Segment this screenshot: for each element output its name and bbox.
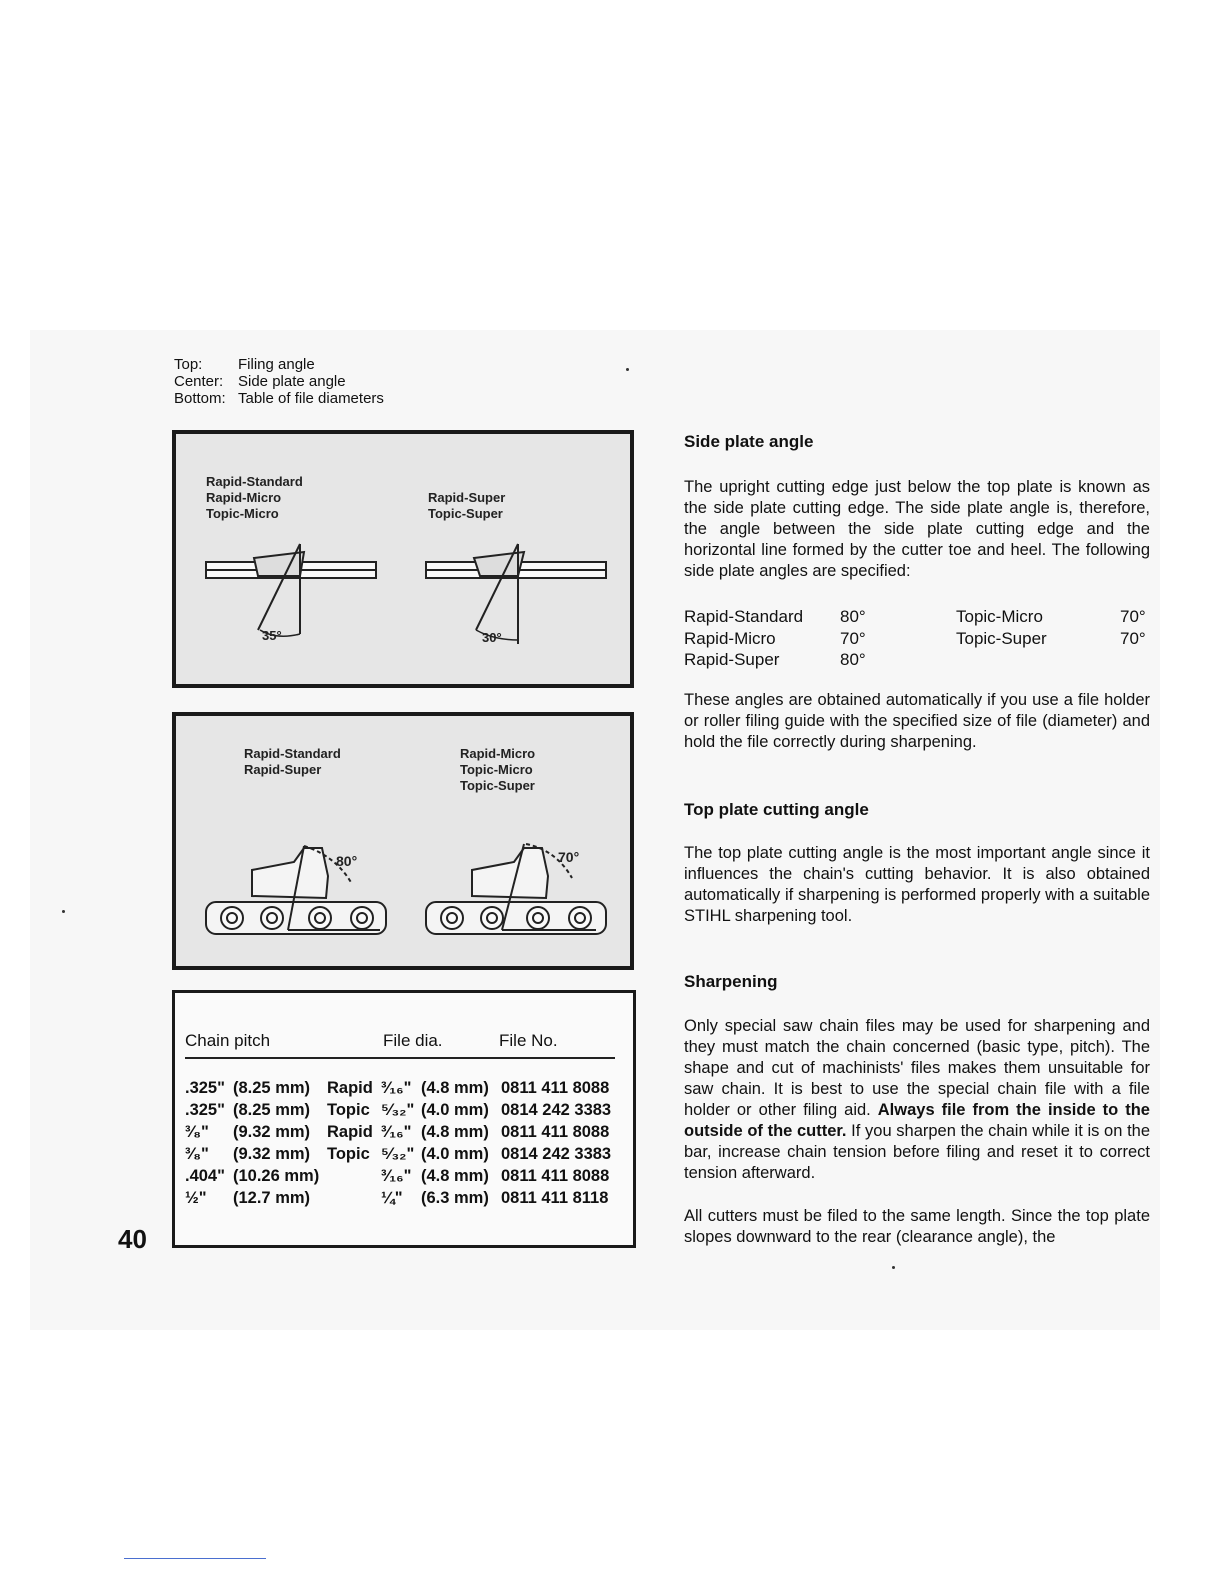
cell-pitch: ½"	[185, 1189, 207, 1207]
side-plate-note-text: These angles are obtained automatically if you use a file holder or roller filing guide with the specified size of file (diameter) and hold the file correctly during sharpening.	[684, 691, 1150, 751]
chain-type-label: Rapid-Standard	[206, 474, 303, 489]
sharpening-text-2: All cutters must be filed to the same length. Since the top plate slopes downward to the rear (clearance angle), the	[684, 1207, 1150, 1246]
chain-name: Topic-Micro	[956, 607, 1043, 626]
angle-value: 80°	[840, 650, 866, 669]
side-plate-intro	[684, 477, 1150, 582]
chain-type-label: Topic-Super	[428, 506, 503, 521]
cell-pitch: ³⁄₈"	[185, 1123, 209, 1141]
angle-value: 70°	[1120, 628, 1146, 648]
angle-row	[684, 606, 1150, 628]
caption-row	[174, 356, 384, 373]
cell-file-no: 0811 411 8088	[501, 1123, 610, 1141]
cell-pitch: .325"	[185, 1101, 225, 1119]
figure-captions	[174, 356, 384, 407]
cell-file-no: 0811 411 8118	[501, 1189, 609, 1207]
footer-rule	[124, 1558, 266, 1559]
cell-type: Topic	[327, 1101, 370, 1119]
cell-pitch-mm: (9.32 mm)	[233, 1145, 311, 1163]
right-chain-labels	[460, 746, 535, 794]
chain-name: Rapid-Standard	[684, 607, 804, 626]
cell-dia: ¼"	[381, 1189, 403, 1207]
page-number: 40	[118, 1224, 147, 1254]
cell-dia-mm: (4.0 mm)	[421, 1101, 489, 1119]
angle-row	[684, 628, 1150, 650]
table-row	[185, 1077, 625, 1099]
caption-row	[174, 390, 384, 407]
cell-file-no: 0814 242 3383	[501, 1145, 612, 1163]
caption-value: Side plate angle	[238, 373, 346, 390]
chain-name: Rapid-Super	[684, 650, 780, 669]
chain-type-label: Topic-Micro	[206, 506, 279, 521]
right-side-plate-angle-label: 70°	[558, 849, 580, 865]
table-row	[185, 1187, 625, 1209]
filing-angle-figure	[172, 430, 634, 688]
chain-name: Topic-Super	[956, 628, 1047, 648]
cell-dia-mm: (4.8 mm)	[421, 1167, 489, 1185]
column-header-pitch: Chain pitch	[185, 1031, 271, 1050]
chain-type-label: Topic-Micro	[460, 762, 533, 777]
top-plate-heading: Top plate cutting angle	[684, 800, 869, 819]
sharpening-text	[684, 1016, 1150, 1184]
column-header-file-dia: File dia.	[383, 1031, 443, 1050]
caption-key: Center:	[174, 373, 224, 390]
right-chain-labels	[428, 490, 505, 522]
cell-file-no: 0811 411 8088	[501, 1167, 610, 1185]
side-plate-heading: Side plate angle	[684, 432, 814, 451]
chain-type-label: Rapid-Micro	[460, 746, 536, 761]
angle-value: 80°	[840, 607, 866, 626]
sharpening-heading: Sharpening	[684, 972, 778, 991]
cell-dia-mm: (6.3 mm)	[421, 1189, 489, 1207]
left-filing-angle-label: 35°	[262, 628, 282, 643]
chain-name: Rapid-Micro	[684, 628, 776, 648]
column-header-file-no: File No.	[499, 1031, 558, 1050]
angle-value: 70°	[1120, 607, 1146, 626]
side-plate-intro-text: The upright cutting edge just below the top plate is known as the side plate cutting edge. The side plate angle is, therefore, the angle between the side plate cutting edge and the horizontal line formed by the cutter toe and heel. The following side plate angles are specified:	[684, 478, 1150, 580]
cell-type: Topic	[327, 1145, 370, 1163]
chain-type-label: Rapid-Super	[244, 762, 322, 777]
cell-file-no: 0814 242 3383	[501, 1101, 612, 1119]
cell-dia-mm: (4.8 mm)	[421, 1123, 489, 1141]
table-row	[185, 1121, 625, 1143]
cell-pitch: .325"	[185, 1079, 225, 1097]
table-row	[185, 1099, 625, 1121]
caption-row	[174, 373, 384, 390]
sharpening-body-2	[684, 1206, 1150, 1248]
cell-dia: ³⁄₁₆"	[381, 1123, 412, 1141]
cell-dia: ⁵⁄₃₂"	[381, 1145, 415, 1163]
caption-key: Top:	[174, 356, 203, 373]
filing-angle-illustration	[176, 434, 630, 684]
scan-speck	[626, 368, 629, 371]
angle-value: 70°	[840, 628, 866, 648]
cell-dia: ⁵⁄₃₂"	[381, 1101, 415, 1119]
cell-dia-mm: (4.8 mm)	[421, 1079, 489, 1097]
side-plate-angle-list	[684, 606, 1150, 671]
top-plate-body	[684, 843, 1150, 927]
table-header	[185, 1031, 615, 1059]
sharpening-text-a: Only special saw chain files may be used for sharpening and they must match the chain concerned (basic type, pitch). The shape and cut of machinists' files makes them unsuitable for saw chain. It is best to use the special chain file with a file holder or other filing aid.	[684, 1017, 1150, 1119]
cell-dia: ³⁄₁₆"	[381, 1167, 412, 1185]
side-plate-note	[684, 690, 1150, 753]
caption-value: Table of file diameters	[238, 390, 384, 407]
table-row	[185, 1143, 625, 1165]
chain-type-label: Rapid-Standard	[244, 746, 341, 761]
sharpening-body	[684, 1016, 1150, 1184]
scan-speck	[892, 1266, 895, 1269]
cell-type: Rapid	[327, 1123, 373, 1141]
scan-speck	[62, 910, 65, 913]
cell-dia: ³⁄₁₆"	[381, 1079, 412, 1097]
cell-pitch-mm: (10.26 mm)	[233, 1167, 320, 1185]
right-filing-angle-label: 30°	[482, 630, 502, 645]
sharpening-warning: Always file from the inside to the outside of the cutter.	[684, 1101, 1150, 1140]
chain-type-label: Rapid-Micro	[206, 490, 282, 505]
table-body	[185, 1077, 625, 1209]
top-plate-text: The top plate cutting angle is the most important angle since it influences the chain's cutting behavior. It is also obtained automatically if sharpening is performed properly with a suitable STIHL sharpening tool.	[684, 844, 1150, 925]
cell-pitch: .404"	[185, 1167, 225, 1185]
angle-row	[684, 649, 1150, 671]
caption-value: Filing angle	[238, 356, 315, 373]
cell-pitch: ³⁄₈"	[185, 1145, 209, 1163]
left-chain-labels	[206, 474, 303, 522]
cell-pitch-mm: (9.32 mm)	[233, 1123, 311, 1141]
cell-file-no: 0811 411 8088	[501, 1079, 610, 1097]
cell-pitch-mm: (8.25 mm)	[233, 1101, 311, 1119]
cell-type: Rapid	[327, 1079, 373, 1097]
left-side-plate-angle-label: 80°	[336, 853, 358, 869]
caption-key: Bottom:	[174, 390, 226, 407]
left-chain-labels	[244, 746, 341, 778]
file-diameter-table	[172, 990, 636, 1248]
chain-type-label: Topic-Super	[460, 778, 535, 793]
sharpening-text-b: If you sharpen the chain while it is on the bar, increase chain tension before filing and reset it to correct tension afterward.	[684, 1122, 1151, 1182]
chain-type-label: Rapid-Super	[428, 490, 506, 505]
side-plate-angle-figure	[172, 712, 634, 970]
cell-dia-mm: (4.0 mm)	[421, 1145, 489, 1163]
table-row	[185, 1165, 625, 1187]
cell-pitch-mm: (12.7 mm)	[233, 1189, 311, 1207]
cell-pitch-mm: (8.25 mm)	[233, 1079, 311, 1097]
